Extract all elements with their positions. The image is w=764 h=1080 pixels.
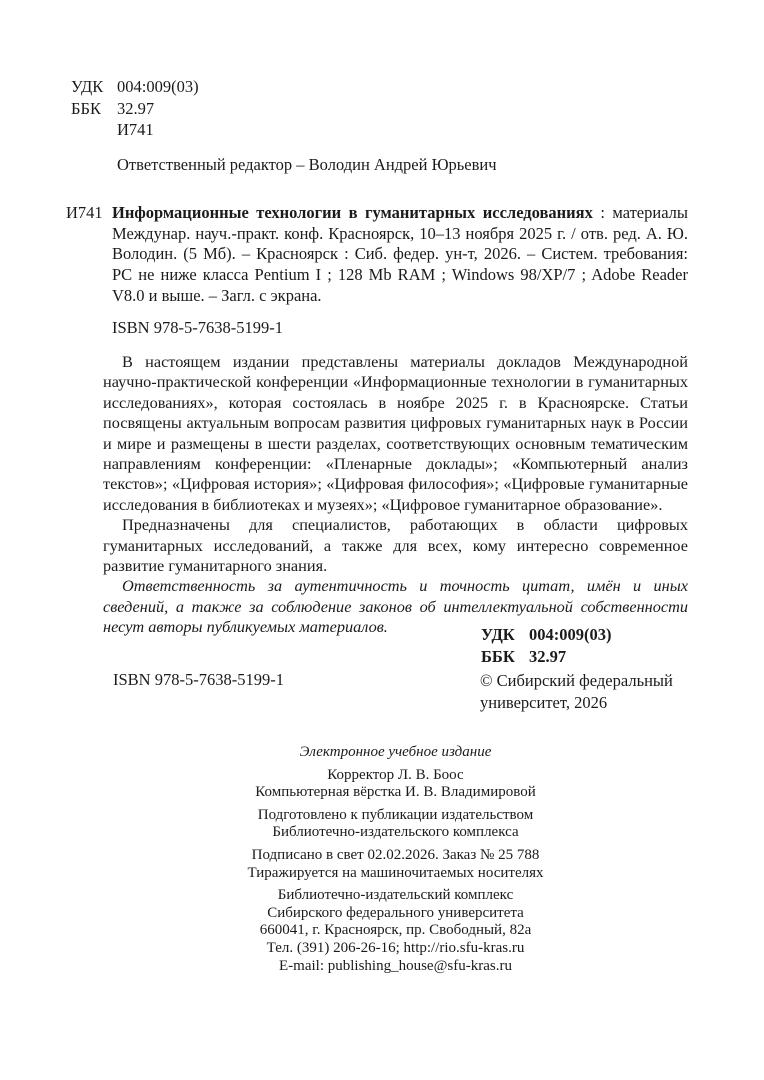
publisher-email-line: E-mail: publishing_house@sfu-kras.ru (279, 957, 512, 974)
catalog-card-index-code: И741 (66, 203, 103, 222)
bbk-label: ББК (71, 98, 101, 118)
udk-value: 004:009(03) (117, 77, 199, 96)
copyright-line-2: университет, 2026 (480, 692, 608, 712)
prepared-group (103, 807, 688, 842)
credits-identifiers-block (481, 624, 611, 667)
index-code: И741 (117, 120, 154, 139)
credits-bbk-value: 32.97 (529, 646, 567, 666)
disclaimer-paragraph: Ответственность за аутентичность и точность цитат, имён и иных сведений, а также за соблюдение законов об интеллектуальной собственности несут авторы публикуемых материалов. (103, 576, 688, 637)
bbk-row (71, 98, 199, 120)
copyright-line-1: © Сибирский федеральный (480, 671, 673, 690)
prepared-line-2: Библиотечно-издательского комплекса (272, 824, 519, 841)
credits-bbk-label: ББК (481, 646, 515, 666)
catalog-card-text (112, 203, 688, 307)
publisher-address-line: 660041, г. Красноярск, пр. Свободный, 82а (259, 922, 532, 939)
bbk-value: 32.97 (117, 98, 155, 118)
staff-group (103, 767, 688, 802)
publisher-affiliation-line: Сибирского федерального университета (267, 904, 524, 921)
prepared-line-1: Подготовлено к публикации издательством (257, 806, 534, 823)
publisher-phone-site-line: Тел. (391) 206-26-16; http://rio.sfu-kras.ru (266, 939, 525, 956)
distribution-line: Тиражируется на машиночитаемых носителях (247, 864, 544, 881)
index-code-row (71, 119, 199, 141)
isbn-line-bottom: ISBN 978-5-7638-5199-1 (113, 670, 284, 689)
abstract-paragraph-2: Предназначены для специалистов, работающих в области цифровых гуманитарных исследований, а также для всех, кому интересно современное развитие гуманитарного знания. (103, 515, 688, 576)
catalog-card (66, 203, 688, 307)
credits-udk-value: 004:009(03) (529, 625, 612, 644)
udk-row (71, 76, 199, 98)
colophon-block (103, 744, 688, 975)
print-info-group (103, 847, 688, 882)
publisher-group (103, 887, 688, 975)
edition-type-line: Электронное учебное издание (299, 744, 492, 760)
credits-bbk-row (481, 646, 611, 668)
publisher-name-line: Библиотечно-издательский комплекс (277, 887, 514, 904)
corrector-line: Корректор Л. В. Боос (327, 766, 464, 783)
catalog-card-description: : материалы Междунар. науч.-практ. конф. Красноярск, 10–13 ноября 2025 г. / отв. ред. А. Ю. Володин. (5 Мб). – Красноярск : Сиб. федер. ун-т, 2026. – Систем. требования: PC не ниже класса Pentium I ; 128 Mb RAM ; Windows 98/XP/7 ; Adobe Reader V8.0 и выше. – Загл. с экрана. (112, 203, 688, 305)
signed-to-release-line: Подписано в свет 02.02.2026. Заказ № 25 788 (251, 846, 540, 863)
isbn-line: ISBN 978-5-7638-5199-1 (112, 318, 283, 337)
abstract-paragraph-1: В настоящем издании представлены материалы докладов Международной научно-практической конференции «Информационные технологии в гуманитарных исследованиях», которая состоялась в ноябре 2025 г. в Красноярске. Статьи посвящены актуальным вопросам развития цифровых гуманитарных наук в России и мире и размещены в шести разделах, соответствующих основным тематическим направлениям конференции: «Пленарные доклады»; «Компьютерный анализ текстов»; «Цифровая история»; «Цифровая философия»; «Цифровые гуманитарные исследования в библиотеках и музеях»; «Цифровое гуманитарное образование». (103, 352, 688, 514)
copyright-notice (480, 670, 673, 714)
responsible-editor-line: Ответственный редактор – Володин Андрей Юрьевич (117, 155, 497, 174)
top-identifiers-block (71, 76, 199, 141)
credits-udk-row (481, 624, 611, 646)
abstract-block (103, 352, 688, 638)
layout-line: Компьютерная вёрстка И. В. Владимировой (255, 784, 536, 801)
book-title: Информационные технологии в гуманитарных исследованиях (112, 203, 593, 222)
credits-udk-label: УДК (481, 625, 515, 644)
udk-label: УДК (71, 77, 104, 96)
